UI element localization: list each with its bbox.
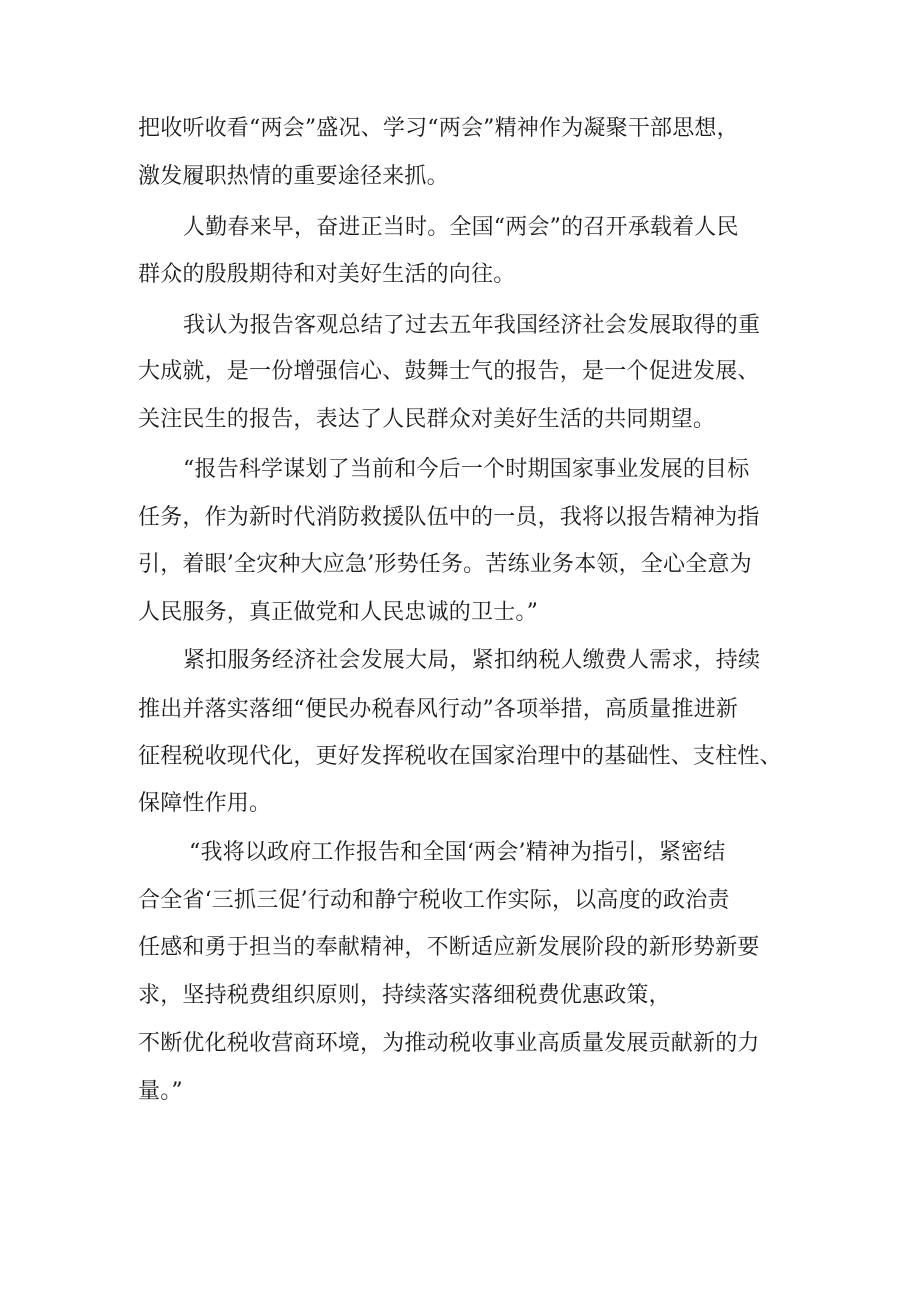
p3-line2: 大成就，是一份增强信心、鼓舞士气的报告，是一个促进发展、: [138, 359, 760, 384]
p5-line2: 推出并落实落细“便民办税春风行动”各项举措，高质量推进新: [138, 697, 739, 722]
p1-line2: 激发履职热情的重要途径来抓。: [138, 164, 449, 189]
p4-line1: “报告科学谋划了当前和今后一个时期国家事业发展的目标: [183, 457, 750, 482]
p6-line3: 任感和勇于担当的奉献精神，不断适应新发展阶段的新形势新要: [138, 935, 760, 960]
p6-line1: “我将以政府工作报告和全国‘两会’精神为指引，紧密结: [189, 840, 726, 865]
p3-line1: 我认为报告客观总结了过去五年我国经济社会发展取得的重: [183, 313, 761, 338]
p4-line3: 引，着眼’全灾种大应急’形势任务。苦练业务本领，全心全意为: [138, 552, 752, 577]
p6-line2: 合全省‘三抓三促’行动和静宁税收工作实际，以高度的政治责: [138, 888, 730, 913]
p3-line3: 关注民生的报告，表达了人民群众对美好生活的共同期望。: [138, 407, 716, 432]
p6-line5: 不断优化税收营商环境，为推动税收事业高质量发展贡献新的力: [138, 1031, 760, 1056]
p5-line1: 紧扣服务经济社会发展大局，紧扣纳税人缴费人需求，持续: [183, 648, 761, 673]
p2-line1: 人勤春来早，奋进正当时。全国“两会”的召开承载着人民: [183, 215, 739, 240]
p4-line4: 人民服务，真正做党和人民忠诚的卫士。”: [138, 600, 539, 625]
p1-line1: 把收听收看“两会”盛况、学习“两会”精神作为凝聚干部思想，: [138, 116, 739, 141]
p5-line3: 征程税收现代化，更好发挥税收在国家治理中的基础性、支柱性、: [138, 744, 782, 769]
p6-line4: 求，坚持税费组织原则，持续落实落细税费优惠政策，: [138, 983, 671, 1008]
p4-line2: 任务，作为新时代消防救援队伍中的一员，我将以报告精神为指: [138, 505, 760, 530]
p6-line6: 量。”: [138, 1079, 183, 1104]
p5-line4: 保障性作用。: [138, 791, 272, 816]
p2-line2: 群众的殷殷期待和对美好生活的向往。: [138, 262, 516, 287]
